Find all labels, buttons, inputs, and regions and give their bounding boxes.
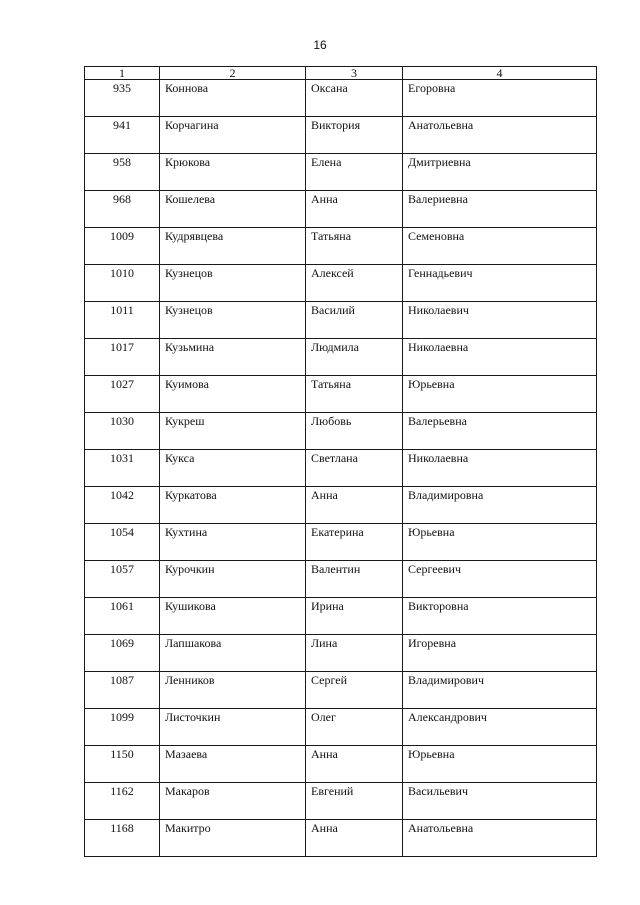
patronymic-cell: Владимирович: [403, 672, 597, 709]
table-row: [85, 80, 597, 117]
table-header: [85, 67, 597, 80]
record-number-cell: 941: [85, 117, 160, 154]
table-row: [85, 302, 597, 339]
first-name-cell: Светлана: [306, 450, 403, 487]
patronymic-cell: Геннадьевич: [403, 265, 597, 302]
last-name-cell: Лапшакова: [160, 635, 306, 672]
first-name-cell: Анна: [306, 487, 403, 524]
patronymic-cell: Николаевна: [403, 339, 597, 376]
last-name-cell: Куимова: [160, 376, 306, 413]
first-name-cell: Виктория: [306, 117, 403, 154]
record-number-cell: 1054: [85, 524, 160, 561]
record-number-cell: 1057: [85, 561, 160, 598]
record-number-cell: 1168: [85, 820, 160, 857]
last-name-cell: Курочкин: [160, 561, 306, 598]
patronymic-cell: Анатольевна: [403, 117, 597, 154]
last-name-cell: Макитро: [160, 820, 306, 857]
first-name-cell: Олег: [306, 709, 403, 746]
first-name-cell: Татьяна: [306, 376, 403, 413]
record-number-cell: 1069: [85, 635, 160, 672]
patronymic-cell: Валерьевна: [403, 413, 597, 450]
register-table: [84, 66, 597, 857]
last-name-cell: Ленников: [160, 672, 306, 709]
last-name-cell: Куркатова: [160, 487, 306, 524]
patronymic-cell: Семеновна: [403, 228, 597, 265]
table-row: [85, 487, 597, 524]
header-row: [85, 67, 597, 80]
table-row: [85, 117, 597, 154]
patronymic-cell: Юрьевна: [403, 376, 597, 413]
table-row: [85, 746, 597, 783]
patronymic-cell: Александрович: [403, 709, 597, 746]
header-col-1: 1: [85, 67, 160, 80]
patronymic-cell: Игоревна: [403, 635, 597, 672]
table-row: [85, 783, 597, 820]
record-number-cell: 935: [85, 80, 160, 117]
first-name-cell: Анна: [306, 746, 403, 783]
first-name-cell: Василий: [306, 302, 403, 339]
first-name-cell: Евгений: [306, 783, 403, 820]
patronymic-cell: Сергеевич: [403, 561, 597, 598]
table-row: [85, 339, 597, 376]
first-name-cell: Елена: [306, 154, 403, 191]
table-row: [85, 450, 597, 487]
first-name-cell: Анна: [306, 191, 403, 228]
record-number-cell: 968: [85, 191, 160, 228]
table-row: [85, 524, 597, 561]
first-name-cell: Валентин: [306, 561, 403, 598]
first-name-cell: Любовь: [306, 413, 403, 450]
table-row: [85, 376, 597, 413]
record-number-cell: 1030: [85, 413, 160, 450]
patronymic-cell: Юрьевна: [403, 524, 597, 561]
patronymic-cell: Анатольевна: [403, 820, 597, 857]
last-name-cell: Крюкова: [160, 154, 306, 191]
last-name-cell: Кошелева: [160, 191, 306, 228]
last-name-cell: Кухтина: [160, 524, 306, 561]
patronymic-cell: Николаевич: [403, 302, 597, 339]
page-number: 16: [313, 38, 327, 52]
table-row: [85, 672, 597, 709]
record-number-cell: 1061: [85, 598, 160, 635]
first-name-cell: Оксана: [306, 80, 403, 117]
first-name-cell: Ирина: [306, 598, 403, 635]
record-number-cell: 1031: [85, 450, 160, 487]
last-name-cell: Листочкин: [160, 709, 306, 746]
last-name-cell: Кукса: [160, 450, 306, 487]
last-name-cell: Макаров: [160, 783, 306, 820]
record-number-cell: 1099: [85, 709, 160, 746]
table-row: [85, 561, 597, 598]
last-name-cell: Кудрявцева: [160, 228, 306, 265]
record-number-cell: 1087: [85, 672, 160, 709]
table-row: [85, 265, 597, 302]
patronymic-cell: Валериевна: [403, 191, 597, 228]
last-name-cell: Кузьмина: [160, 339, 306, 376]
header-col-4: 4: [403, 67, 597, 80]
record-number-cell: 1011: [85, 302, 160, 339]
header-col-3: 3: [306, 67, 403, 80]
table-row: [85, 820, 597, 857]
first-name-cell: Екатерина: [306, 524, 403, 561]
patronymic-cell: Викторовна: [403, 598, 597, 635]
patronymic-cell: Юрьевна: [403, 746, 597, 783]
record-number-cell: 1017: [85, 339, 160, 376]
record-number-cell: 1042: [85, 487, 160, 524]
last-name-cell: Кузнецов: [160, 302, 306, 339]
first-name-cell: Анна: [306, 820, 403, 857]
first-name-cell: Татьяна: [306, 228, 403, 265]
patronymic-cell: Дмитриевна: [403, 154, 597, 191]
last-name-cell: Кукреш: [160, 413, 306, 450]
first-name-cell: Лина: [306, 635, 403, 672]
record-number-cell: 1010: [85, 265, 160, 302]
table-row: [85, 413, 597, 450]
first-name-cell: Сергей: [306, 672, 403, 709]
table-row: [85, 709, 597, 746]
table-row: [85, 598, 597, 635]
table-row: [85, 635, 597, 672]
last-name-cell: Кузнецов: [160, 265, 306, 302]
record-number-cell: 1162: [85, 783, 160, 820]
record-number-cell: 958: [85, 154, 160, 191]
patronymic-cell: Николаевна: [403, 450, 597, 487]
table-row: [85, 228, 597, 265]
record-number-cell: 1009: [85, 228, 160, 265]
last-name-cell: Коннова: [160, 80, 306, 117]
table-row: [85, 191, 597, 228]
last-name-cell: Кушикова: [160, 598, 306, 635]
patronymic-cell: Васильевич: [403, 783, 597, 820]
patronymic-cell: Владимировна: [403, 487, 597, 524]
record-number-cell: 1150: [85, 746, 160, 783]
header-col-2: 2: [160, 67, 306, 80]
last-name-cell: Мазаева: [160, 746, 306, 783]
first-name-cell: Алексей: [306, 265, 403, 302]
record-number-cell: 1027: [85, 376, 160, 413]
table-row: [85, 154, 597, 191]
table-body: [85, 80, 597, 857]
patronymic-cell: Егоровна: [403, 80, 597, 117]
last-name-cell: Корчагина: [160, 117, 306, 154]
first-name-cell: Людмила: [306, 339, 403, 376]
